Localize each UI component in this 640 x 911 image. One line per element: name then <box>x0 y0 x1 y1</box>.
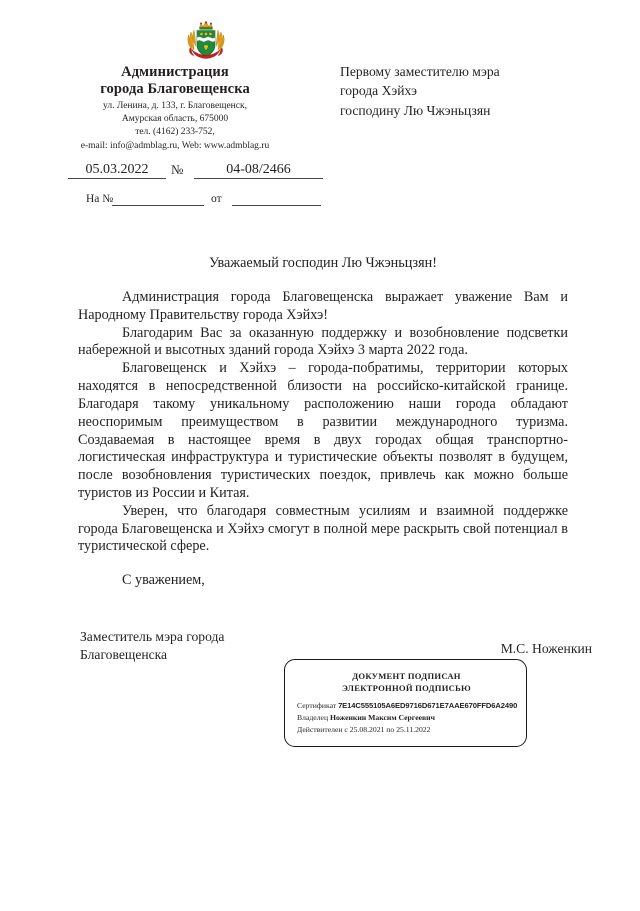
reply-date-field <box>232 190 321 206</box>
digital-signature-title-line1: ДОКУМЕНТ ПОДПИСАН <box>352 671 461 681</box>
letter-body <box>78 289 568 556</box>
addressee-line2: города Хэйхэ <box>340 83 417 99</box>
closing-regards: С уважением, <box>122 572 205 588</box>
digital-signature-title <box>285 670 527 694</box>
digital-signature-validity-row <box>285 724 527 736</box>
letterhead-title-line1: Администрация <box>121 64 229 80</box>
signatory-position-line1: Заместитель мэра города <box>80 629 225 644</box>
salutation: Уважаемый господин Лю Чжэньцзян! <box>209 255 437 271</box>
registration-number-label: № <box>171 162 184 177</box>
reply-date-label: от <box>211 193 222 205</box>
letterhead-title-line2: города Благовещенска <box>100 81 250 98</box>
reply-number-label: На № <box>86 193 114 205</box>
registration-line <box>68 160 323 179</box>
addressee-line3: господину Лю Чжэньцзян <box>340 102 491 118</box>
registration-number: 04-08/2466 <box>194 162 323 179</box>
addressee-line1: Первому заместителю мэра <box>340 64 500 79</box>
signatory-position <box>80 628 224 664</box>
digital-signature-title-line2: ЭЛЕКТРОННОЙ ПОДПИСЬЮ <box>342 683 471 694</box>
digital-signature-owner-row <box>285 712 527 724</box>
addressee-block <box>340 62 610 120</box>
reply-number-field <box>112 190 204 206</box>
certificate-label: Сертификат <box>297 701 337 711</box>
address-email-web: e-mail: info@admblag.ru, Web: www.admblag.ru <box>80 140 270 151</box>
letterhead <box>30 64 320 153</box>
reply-reference-line <box>86 188 321 206</box>
signatory-position-line2: Благовещенска <box>80 646 168 662</box>
body-paragraph-3: Благовещенск и Хэйхэ – города-побратимы, территории которых находятся в непосредственной близости на российско-китайской границе. Благодаря такому уникальному расположению наши города обладают неоспоримым преимуществом в развитии международного туризма. Создаваемая в настоящее время в двух городах общая транспортно-логистическая инфраструктура и туристические объекты позволят в будущем, после возобновления туристических поездок, привлечь как можно больше туристов из России и Китая. <box>78 360 568 501</box>
owner-label: Владелец <box>297 712 329 722</box>
address-region: Амурская область, 675000 <box>121 114 229 125</box>
validity-to-label: по <box>386 724 395 734</box>
address-street: ул. Ленина, д. 133, г. Благовещенск, <box>103 101 247 112</box>
coat-of-arms-icon <box>183 19 229 65</box>
signatory-name: М.С. Ноженкин <box>500 641 592 656</box>
letterhead-address <box>30 100 320 152</box>
digital-signature-certificate-row <box>285 700 527 712</box>
certificate-value: 7E14C555105A6ED9716D671E7AAE670FFD6A2490 <box>338 701 518 711</box>
validity-label: Действителен с <box>297 724 348 734</box>
body-paragraph-2: Благодарим Вас за оказанную поддержку и возобновление подсветки набережной и высотных зданий города Хэйхэ 3 марта 2022 года. <box>78 324 568 359</box>
address-phone: тел. (4162) 233-752, <box>135 127 215 138</box>
owner-value: Ноженкин Максим Сергеевич <box>329 712 435 722</box>
registration-date: 05.03.2022 <box>68 162 166 179</box>
body-paragraph-4: Уверен, что благодаря совместным усилиям и взаимной поддержке города Благовещенска и Хэйхэ смогут в полной мере раскрыть свой потенциал в туристической сфере. <box>78 502 568 555</box>
digital-signature-stamp <box>284 659 527 747</box>
body-paragraph-1: Администрация города Благовещенска выражает уважение Вам и Народному Правительству города Хэйхэ! <box>78 289 568 323</box>
validity-to: 25.11.2022 <box>396 724 431 734</box>
validity-from: 25.08.2021 <box>349 724 385 734</box>
